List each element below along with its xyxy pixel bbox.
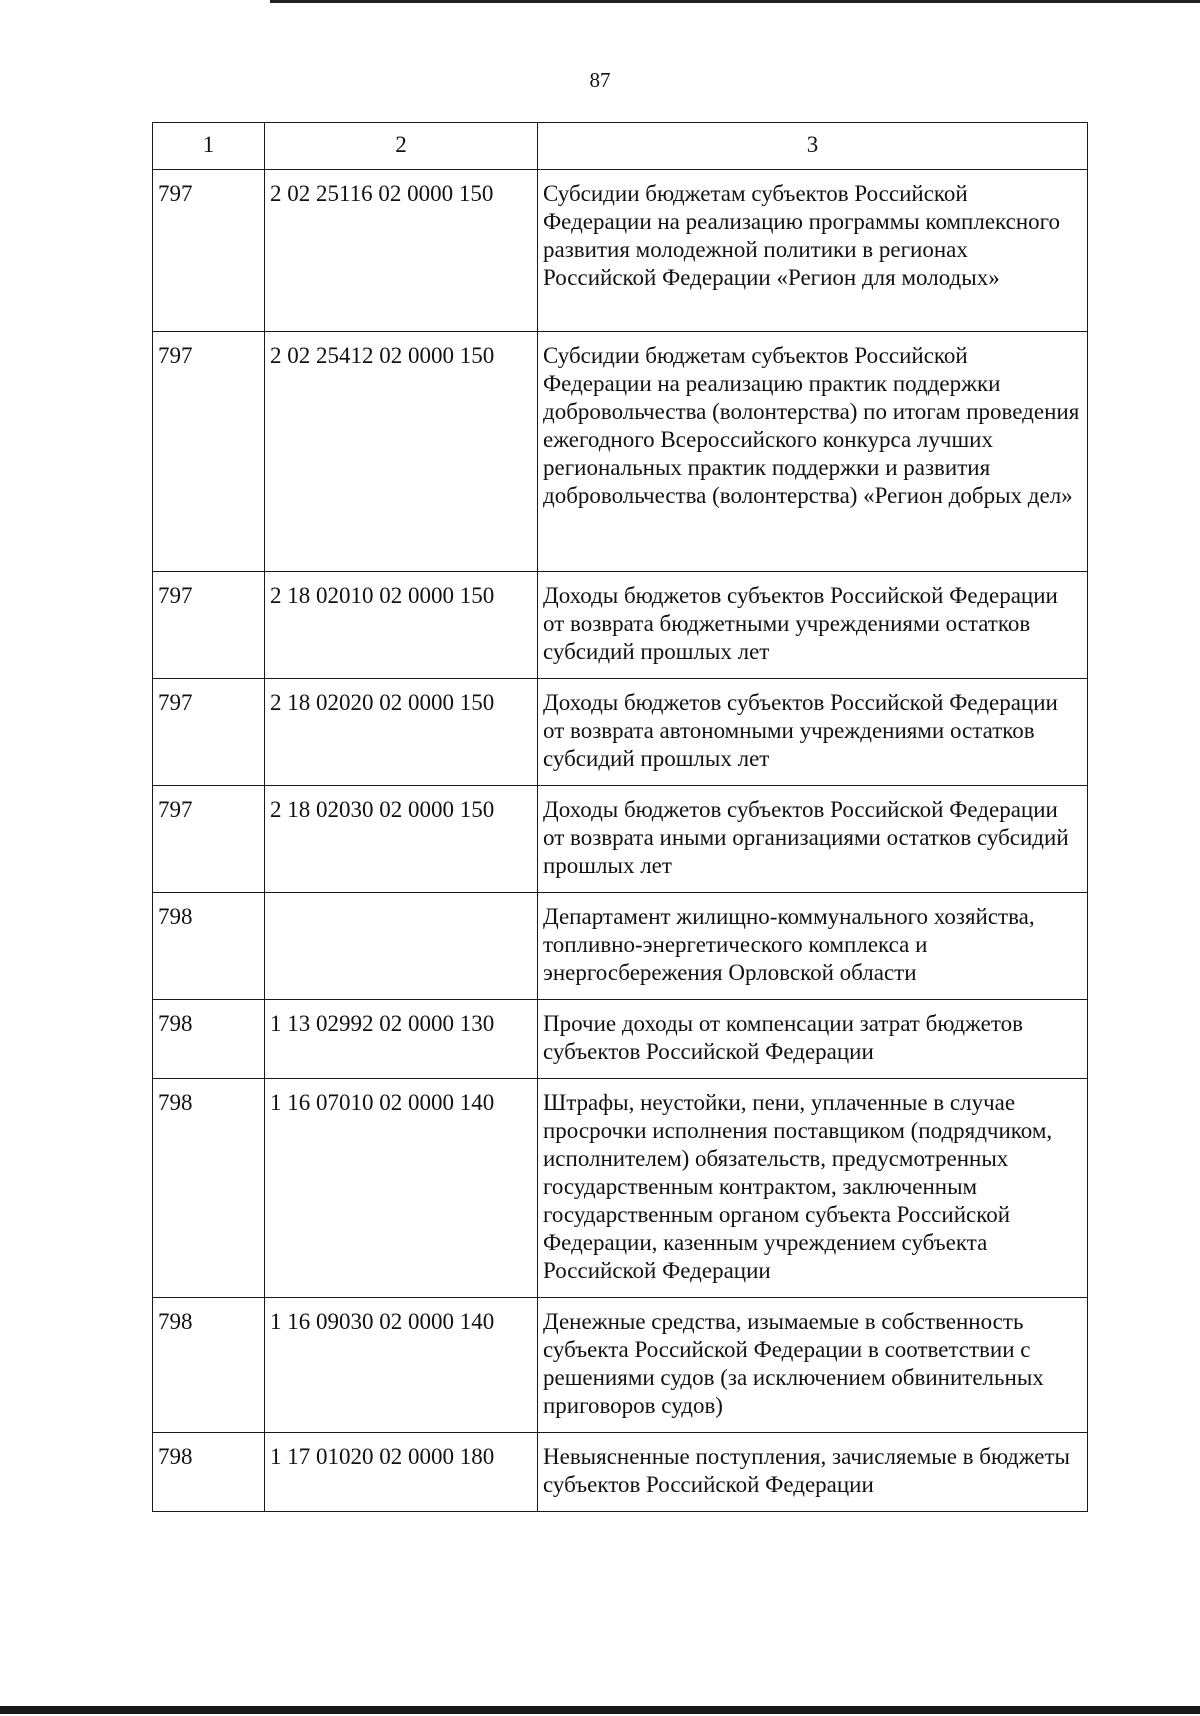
bottom-scan-border: [0, 1706, 1200, 1714]
table-row: [153, 1433, 1088, 1512]
description-cell: Штрафы, неустойки, пени, уплаченные в случае просрочки исполнения поставщиком (подрядчиком, исполнителем) обязательств, предусмотренных государственным контрактом, заключенным государственным органом субъекта Российской Федерации, казенным учреждением субъекта Российской Федерации: [538, 1079, 1088, 1298]
table-row: [153, 1079, 1088, 1298]
revenue-codes-table: [152, 122, 1088, 1512]
header-col-1: 1: [153, 123, 265, 170]
description-cell: Прочие доходы от компенсации затрат бюджетов субъектов Российской Федерации: [538, 1000, 1088, 1079]
description-cell: Невыясненные поступления, зачисляемые в бюджеты субъектов Российской Федерации: [538, 1433, 1088, 1512]
revenue-code-cell: [265, 893, 538, 1000]
header-col-3: 3: [538, 123, 1088, 170]
description-cell: Субсидии бюджетам субъектов Российской Федерации на реализацию программы комплексного развития молодежной политики в регионах Российской Федерации «Регион для молодых»: [538, 170, 1088, 332]
table-row: [153, 1298, 1088, 1433]
revenue-code-cell: 1 17 01020 02 0000 180: [265, 1433, 538, 1512]
admin-code-cell: 797: [153, 170, 265, 332]
revenue-code-cell: 2 18 02020 02 0000 150: [265, 679, 538, 786]
description-cell: Денежные средства, изымаемые в собственность субъекта Российской Федерации в соответствии с решениями судов (за исключением обвинительных приговоров судов): [538, 1298, 1088, 1433]
admin-code-cell: 798: [153, 893, 265, 1000]
header-col-2: 2: [265, 123, 538, 170]
description-cell: Доходы бюджетов субъектов Российской Федерации от возврата автономными учреждениями остатков субсидий прошлых лет: [538, 679, 1088, 786]
description-cell: Доходы бюджетов субъектов Российской Федерации от возврата бюджетными учреждениями остатков субсидий прошлых лет: [538, 572, 1088, 679]
admin-code-cell: 797: [153, 786, 265, 893]
revenue-code-cell: 2 18 02010 02 0000 150: [265, 572, 538, 679]
revenue-code-cell: 1 13 02992 02 0000 130: [265, 1000, 538, 1079]
admin-code-cell: 797: [153, 332, 265, 572]
description-cell: Доходы бюджетов субъектов Российской Федерации от возврата иными организациями остатков субсидий прошлых лет: [538, 786, 1088, 893]
table-row: [153, 572, 1088, 679]
admin-code-cell: 797: [153, 679, 265, 786]
revenue-code-cell: 1 16 07010 02 0000 140: [265, 1079, 538, 1298]
page-number: 87: [589, 68, 611, 92]
admin-code-cell: 797: [153, 572, 265, 679]
table-row: [153, 332, 1088, 572]
table-row: [153, 1000, 1088, 1079]
top-scan-border: [270, 0, 1200, 3]
revenue-code-cell: 2 18 02030 02 0000 150: [265, 786, 538, 893]
revenue-code-cell: 2 02 25412 02 0000 150: [265, 332, 538, 572]
table-row: [153, 170, 1088, 332]
description-cell: Субсидии бюджетам субъектов Российской Федерации на реализацию практик поддержки добровольчества (волонтерства) по итогам проведения ежегодного Всероссийского конкурса лучших региональных практик поддержки и развития добровольчества (волонтерства) «Регион добрых дел»: [538, 332, 1088, 572]
table-row: [153, 893, 1088, 1000]
admin-code-cell: 798: [153, 1000, 265, 1079]
description-cell: Департамент жилищно-коммунального хозяйства, топливно-энергетического комплекса и энергосбережения Орловской области: [538, 893, 1088, 1000]
admin-code-cell: 798: [153, 1433, 265, 1512]
revenue-code-cell: 2 02 25116 02 0000 150: [265, 170, 538, 332]
table-row: [153, 786, 1088, 893]
admin-code-cell: 798: [153, 1079, 265, 1298]
table-row: [153, 679, 1088, 786]
table-header-row: [153, 123, 1088, 170]
revenue-code-cell: 1 16 09030 02 0000 140: [265, 1298, 538, 1433]
admin-code-cell: 798: [153, 1298, 265, 1433]
